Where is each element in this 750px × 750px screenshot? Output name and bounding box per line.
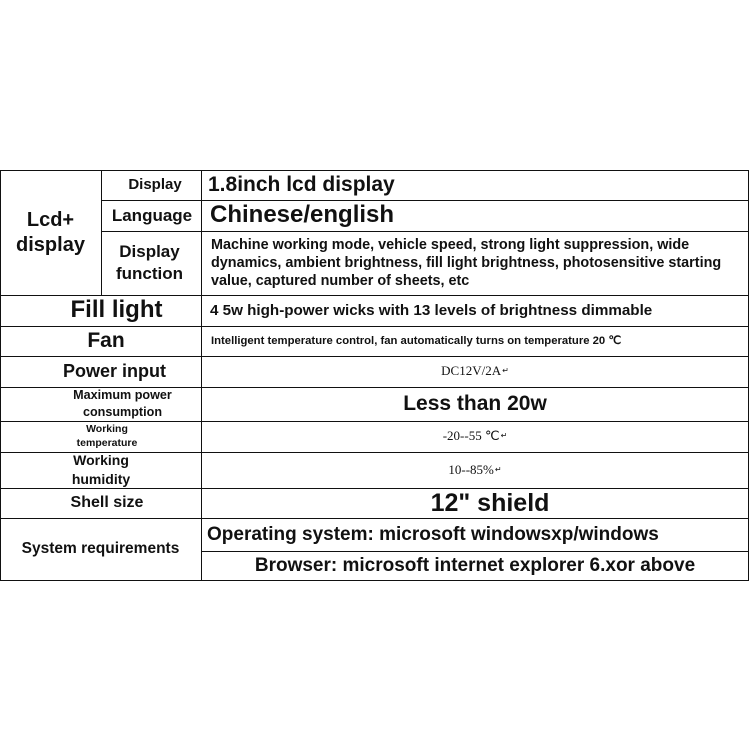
working-temperature-label: Working temperature [76, 423, 138, 449]
fill-light-value: 4 5w high-power wicks with 13 levels of brightness dimmable [210, 301, 653, 319]
working-temperature-value [201, 421, 749, 452]
lcd-display-group-label: Lcd+ display [16, 208, 85, 256]
max-power-label: Maximum power consumption [73, 388, 172, 419]
fan-value: Intelligent temperature control, fan automatically turns on temperature 20 ℃ [211, 334, 622, 347]
browser-value: Browser: microsoft internet explorer 6.xor above [254, 554, 696, 576]
fan-label: Fan [87, 329, 125, 353]
return-mark: ↵ [502, 366, 509, 376]
working-humidity-value [201, 452, 749, 488]
language-label: Language [111, 205, 193, 225]
spec-table [0, 170, 749, 582]
power-input-value-text: DC12V/2A [441, 363, 502, 379]
language-value: Chinese/english [210, 201, 395, 229]
return-mark: ↵ [494, 464, 502, 474]
system-requirements-label: System requirements [21, 540, 180, 558]
power-input-value [201, 356, 749, 387]
display-label: Display [128, 175, 182, 193]
power-input-label: Power input [63, 361, 166, 382]
working-humidity-label: Working humidity [71, 452, 131, 487]
working-temperature-value-text: -20--55 ℃ [442, 428, 500, 444]
working-humidity-value-text: 10--85% [448, 461, 494, 477]
display-function-label: Display function [115, 241, 184, 283]
fill-light-label: Fill light [70, 296, 163, 324]
display-value: 1.8inch lcd display [208, 173, 395, 197]
display-function-value: Machine working mode, vehicle speed, strong light suppression, wide dynamics, ambient brightness, fill light brightness, photosensitive starting value, captured number of sheets, etc [211, 236, 722, 290]
border-bottom [0, 580, 749, 581]
max-power-value: Less than 20w [403, 392, 547, 416]
shell-size-label: Shell size [70, 494, 144, 512]
return-mark: ↵ [500, 431, 508, 441]
operating-system-value: Operating system: microsoft windowsxp/windows [207, 523, 659, 545]
shell-size-value: 12" shield [430, 489, 550, 517]
